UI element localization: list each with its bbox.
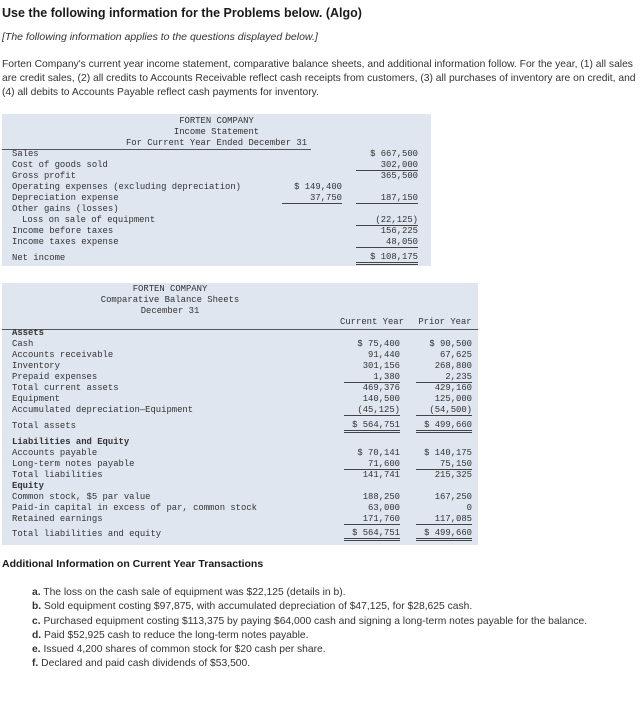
bs-cash-prior: $ 90,500 [429,339,472,349]
bs-prepaid-label: Prepaid expenses [12,372,98,382]
is-dep-inner: 37,750 [282,193,342,204]
is-tax-total: 48,050 [356,237,418,248]
page-subtitle: [The following information applies to the questions displayed below.] [2,31,318,43]
is-name: Income Statement [173,127,260,137]
additional-info-list [32,586,632,672]
bs-ta-cur: $ 564,751 [344,420,400,433]
bs-tl-prior: 215,325 [434,470,472,480]
bs-re-prior: 117,085 [416,514,472,525]
bs-company: FORTEN COMPANY [132,284,208,294]
bs-cash-label: Cash [12,339,34,349]
page-title: Use the following information for the Problems below. (Algo) [2,6,362,20]
bs-tl-label: Total liabilities [12,470,103,480]
is-net-total: $ 108,175 [356,252,418,265]
bs-re-label: Retained earnings [12,514,103,524]
bs-equip-cur: 140,500 [362,394,400,404]
bs-name: Comparative Balance Sheets [100,295,240,305]
additional-item-a: a. The loss on the cash sale of equipment was $22,125 (details in b). [32,587,346,598]
bs-pic-cur: 63,000 [368,503,400,513]
is-dep-label: Depreciation expense [12,193,119,203]
bs-ta-prior: $ 499,660 [416,420,472,433]
bs-accdep-cur: (45,125) [344,405,400,416]
bs-assets-heading: Assets [12,328,44,338]
bs-tca-cur: 469,376 [362,383,400,393]
is-dep-total: 187,150 [356,193,418,204]
bs-accdep-prior: (54,500) [416,405,472,416]
bs-cs-cur: 188,250 [362,492,400,502]
bs-tca-prior: 429,160 [434,383,472,393]
is-ibt-total: 156,225 [380,226,418,236]
bs-ltnp-cur: 71,600 [344,459,400,470]
bs-inv-label: Inventory [12,361,60,371]
bs-col-current: Current Year [340,317,404,327]
bs-equip-label: Equipment [12,394,60,404]
bs-tl-cur: 141,741 [362,470,400,480]
bs-tle-prior: $ 499,660 [416,528,472,541]
bs-inv-cur: 301,156 [362,361,400,371]
is-sales-label: Sales [12,149,39,159]
additional-info-heading: Additional Information on Current Year Transactions [2,558,264,570]
bs-pic-prior: 0 [466,503,472,513]
bs-prepaid-cur: 1,380 [344,372,400,383]
bs-ar-prior: 67,625 [440,350,472,360]
additional-item-e: e. Issued 4,200 shares of common stock for $20 cash per share. [32,644,326,656]
bs-ar-label: Accounts receivable [12,350,114,360]
bs-ap-cur: $ 70,141 [357,448,400,458]
is-header-rule [2,149,311,150]
bs-prepaid-prior: 2,235 [416,372,472,383]
additional-item-f: f. Declared and paid cash dividends of $53,500. [32,658,251,670]
bs-ar-cur: 91,440 [368,350,400,360]
bs-cash-cur: $ 75,400 [357,339,400,349]
is-company: FORTEN COMPANY [179,116,254,126]
bs-pic-label: Paid-in capital in excess of par, common stock [12,503,257,513]
additional-item-d: d. Paid $52,925 cash to reduce the long-term notes payable. [32,629,309,641]
is-gross-total: 365,500 [380,171,418,181]
is-cogs-label: Cost of goods sold [12,160,108,170]
bs-tle-label: Total liabilities and equity [12,529,162,539]
bs-inv-prior: 268,800 [434,361,472,371]
bs-accdep-label: Accumulated depreciation—Equipment [12,405,194,415]
bs-date: December 31 [140,306,200,316]
bs-ltnp-prior: 75,150 [416,459,472,470]
is-cogs-total: 302,000 [356,160,418,171]
bs-equity-heading: Equity [12,481,44,491]
bs-header-rule [2,329,478,330]
is-net-label: Net income [12,253,66,263]
is-loss-label: Loss on sale of equipment [22,215,156,225]
bs-tle-cur: $ 564,751 [344,528,400,541]
bs-equip-prior: 125,000 [434,394,472,404]
income-statement-table [2,114,431,266]
bs-ta-label: Total assets [12,421,76,431]
additional-item-b: b. Sold equipment costing $97,875, with accumulated depreciation of $47,125, for $28,625 cash. [32,601,473,613]
is-ibt-label: Income before taxes [12,226,114,236]
is-opex-label: Operating expenses (excluding depreciation) [12,182,242,192]
bs-cs-prior: 167,250 [434,492,472,502]
bs-tca-label: Total current assets [12,383,119,393]
is-other-label: Other gains (losses) [12,204,119,214]
bs-ap-label: Accounts payable [12,448,98,458]
is-opex-inner: $ 149,400 [294,182,342,192]
bs-liab-eq-heading: Liabilities and Equity [12,437,130,447]
bs-re-cur: 171,760 [344,514,400,525]
bs-cs-label: Common stock, $5 par value [12,492,151,502]
is-loss-total: (22,125) [356,215,418,226]
is-gross-label: Gross profit [12,171,76,181]
is-tax-label: Income taxes expense [12,237,119,247]
additional-item-c: c. Purchased equipment costing $113,375 by paying $64,000 cash and signing a long-term notes payable for the balance. [32,615,588,627]
intro-paragraph: Forten Company's current year income statement, comparative balance sheets, and additional information follow. For the year, (1) all sales are credit sales, (2) all credits to Accounts Receivable reflect cash receipts from customers, (3) all purchases of inventory are on credit, and (4) all debits to Accounts Payable reflect cash payments for inventory. [2,59,636,98]
bs-ap-prior: $ 140,175 [424,448,472,458]
is-period: For Current Year Ended December 31 [125,138,308,148]
bs-ltnp-label: Long-term notes payable [12,459,135,469]
bs-col-prior: Prior Year [418,317,472,327]
balance-sheet-table [2,283,478,545]
is-sales-total: $ 667,500 [370,149,418,159]
